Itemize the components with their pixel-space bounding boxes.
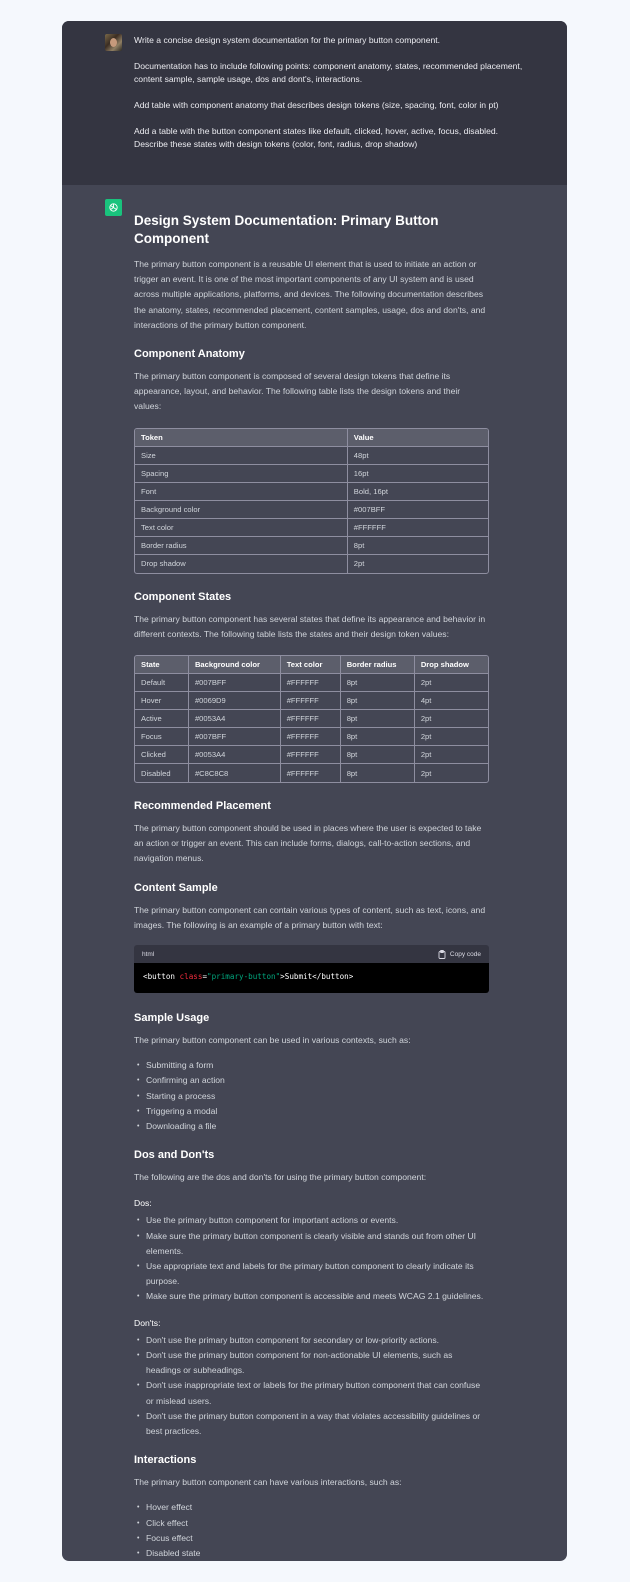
table-row xyxy=(135,483,488,501)
table-cell: Text color xyxy=(135,519,347,537)
table-row xyxy=(135,519,488,537)
table-cell: 2pt xyxy=(414,764,488,782)
copy-code-label: Copy code xyxy=(449,950,481,958)
dos-list xyxy=(134,1213,489,1304)
table-cell: #FFFFFF xyxy=(280,764,340,782)
table-cell: Active xyxy=(135,710,188,728)
list-item: • Confirming an action xyxy=(134,1073,489,1088)
list-item: • Submitting a form xyxy=(134,1058,489,1073)
list-item: • Downloading a file xyxy=(134,1119,489,1134)
table-cell: #007BFF xyxy=(347,501,488,519)
table-cell: Border radius xyxy=(135,537,347,555)
table-cell: Background color xyxy=(135,501,347,519)
table-cell: Font xyxy=(135,483,347,501)
table-cell: #FFFFFF xyxy=(280,674,340,692)
table-cell: 48pt xyxy=(347,447,488,465)
table-header: Background color xyxy=(188,656,280,674)
assistant-message xyxy=(62,185,567,1561)
code-token: <button xyxy=(143,972,180,982)
list-item: • Triggering a modal xyxy=(134,1104,489,1119)
user-message xyxy=(62,21,567,185)
table-header: Value xyxy=(347,429,488,447)
content-sample-text: The primary button component can contain various types of content, such as text, icons, and images. The following is an example of a primary button with text: xyxy=(134,904,486,930)
table-cell: 2pt xyxy=(414,710,488,728)
table-cell: #0053A4 xyxy=(188,746,280,764)
table-cell: Hover xyxy=(135,692,188,710)
usage-text: The primary button component can be used in various contexts, such as: xyxy=(134,1035,411,1046)
code-header xyxy=(134,945,489,963)
code-content xyxy=(134,963,489,993)
table-cell: #FFFFFF xyxy=(347,519,488,537)
interactions-text: The primary button component can have various interactions, such as: xyxy=(134,1477,402,1488)
table-cell: Focus xyxy=(135,728,188,746)
list-item: • Don't use the primary button component for secondary or low-priority actions. xyxy=(134,1333,489,1348)
user-paragraph: Add a table with the button component states like default, clicked, hover, active, focus, disabled. Describe these states with design tokens (color, font, radius, drop shadow) xyxy=(134,126,499,149)
dos-donts-heading: Dos and Don'ts xyxy=(134,1149,215,1162)
table-row xyxy=(135,764,488,782)
anatomy-table xyxy=(134,428,489,574)
list-item: • Hover effect xyxy=(134,1500,489,1515)
table-cell: #007BFF xyxy=(188,674,280,692)
table-cell: #0069D9 xyxy=(188,692,280,710)
usage-heading: Sample Usage xyxy=(134,1012,210,1025)
table-row xyxy=(135,728,488,746)
table-row xyxy=(135,555,488,573)
states-text: The primary button component has several states that define its appearance and behavior in different contexts. The following table lists the states and their design token values: xyxy=(134,613,486,639)
clipboard-icon xyxy=(438,950,446,959)
user-paragraph: Documentation has to include following points: component anatomy, states, recommended placement, content sample, sample usage, dos and dont's, interactions. xyxy=(134,61,523,84)
table-cell: #0053A4 xyxy=(188,710,280,728)
user-paragraph: Write a concise design system documentation for the primary button component. xyxy=(134,35,441,45)
intro-text: The primary button component is a reusable UI element that is used to initiate an action or trigger an event. It is one of the most important components of any UI system and is used across multiple applications, platforms, and devices. The following documentation describes the anatomy, states, recommended placement, content samples, usage, dos and don'ts, and interactions of the primary button component. xyxy=(134,259,486,330)
table-cell: 8pt xyxy=(340,692,414,710)
user-paragraph: Add table with component anatomy that describes design tokens (size, spacing, font, color in pt) xyxy=(134,100,499,110)
table-cell: 8pt xyxy=(340,728,414,746)
list-item: • Focus effect xyxy=(134,1531,489,1546)
doc-title: Design System Documentation: Primary Button Component xyxy=(134,213,439,246)
dos-label: Dos: xyxy=(134,1198,152,1209)
code-token: >Submit</button> xyxy=(280,972,354,982)
list-item: • Click effect xyxy=(134,1516,489,1531)
copy-code-button[interactable] xyxy=(438,950,481,959)
code-token: "primary-button" xyxy=(207,972,281,982)
table-row xyxy=(135,501,488,519)
code-block xyxy=(134,945,489,993)
anatomy-text: The primary button component is composed of several design tokens that define its appearance, layout, and behavior. The following table lists the design tokens and their values: xyxy=(134,371,461,412)
table-header: Text color xyxy=(280,656,340,674)
list-item: • Don't use the primary button component in a way that violates accessibility guidelines or best practices. xyxy=(134,1409,489,1439)
table-cell: Size xyxy=(135,447,347,465)
table-row xyxy=(135,692,488,710)
table-row xyxy=(135,746,488,764)
chat-card xyxy=(62,21,567,1561)
states-table xyxy=(134,655,489,783)
table-cell: 8pt xyxy=(340,710,414,728)
table-cell: #FFFFFF xyxy=(280,692,340,710)
placement-heading: Recommended Placement xyxy=(134,800,271,813)
table-cell: Disabled xyxy=(141,768,171,778)
table-cell: #FFFFFF xyxy=(280,710,340,728)
usage-list xyxy=(134,1058,489,1134)
list-item: • Use the primary button component for important actions or events. xyxy=(134,1213,489,1228)
openai-logo-icon xyxy=(105,199,122,216)
table-cell: 8pt xyxy=(340,674,414,692)
list-item: • Don't use the primary button component for non-actionable UI elements, such as headings or subheadings. xyxy=(134,1348,489,1378)
table-cell: 2pt xyxy=(414,674,488,692)
states-heading: Component States xyxy=(134,590,232,603)
code-token: class xyxy=(179,972,203,982)
table-cell: #FFFFFF xyxy=(280,728,340,746)
table-header: Border radius xyxy=(340,656,414,674)
table-header: Token xyxy=(135,429,347,447)
table-cell: 8pt xyxy=(347,537,488,555)
table-cell: 2pt xyxy=(414,728,488,746)
anatomy-heading: Component Anatomy xyxy=(134,348,245,361)
content-sample-heading: Content Sample xyxy=(134,881,218,894)
table-cell: 4pt xyxy=(414,692,488,710)
table-cell: Bold, 16pt xyxy=(347,483,488,501)
table-cell: 2pt xyxy=(347,555,488,573)
donts-label: Don'ts: xyxy=(134,1317,161,1328)
list-item: • Make sure the primary button component is clearly visible and stands out from other UI elements. xyxy=(134,1229,489,1259)
table-header: State xyxy=(135,656,188,674)
table-cell: Default xyxy=(135,674,188,692)
table-row xyxy=(135,465,488,483)
table-cell: 8pt xyxy=(340,764,414,782)
table-header: Drop shadow xyxy=(414,656,488,674)
list-item: • Starting a process xyxy=(134,1089,489,1104)
table-cell: #C8C8C8 xyxy=(188,764,280,782)
interactions-list xyxy=(134,1500,489,1561)
dos-donts-text: The following are the dos and don'ts for using the primary button component: xyxy=(134,1172,427,1183)
table-row xyxy=(135,710,488,728)
user-avatar xyxy=(105,34,122,51)
table-row xyxy=(135,674,488,692)
table-cell: 8pt xyxy=(340,746,414,764)
list-item: • Make sure the primary button component is accessible and meets WCAG 2.1 guidelines. xyxy=(134,1289,489,1304)
placement-text: The primary button component should be used in places where the user is expected to take an action or trigger an event. This can include forms, dialogs, call-to-action sections, and navigation menus. xyxy=(134,823,482,864)
table-cell: Drop shadow xyxy=(141,559,186,569)
table-cell: 2pt xyxy=(414,746,488,764)
code-language: html xyxy=(142,950,155,958)
table-cell: Clicked xyxy=(135,746,188,764)
list-item: • Don't use inappropriate text or labels for the primary button component that can confuse or mislead users. xyxy=(134,1378,489,1408)
table-row xyxy=(135,537,488,555)
table-cell: Spacing xyxy=(135,465,347,483)
code-token: = xyxy=(202,972,208,982)
interactions-heading: Interactions xyxy=(134,1454,197,1467)
table-row xyxy=(135,447,488,465)
table-cell: #007BFF xyxy=(188,728,280,746)
list-item: • Disabled state xyxy=(134,1546,489,1561)
donts-list xyxy=(134,1333,489,1439)
table-cell: 16pt xyxy=(347,465,488,483)
list-item: • Use appropriate text and labels for the primary button component to clearly indicate its purpose. xyxy=(134,1259,489,1289)
table-cell: #FFFFFF xyxy=(280,746,340,764)
